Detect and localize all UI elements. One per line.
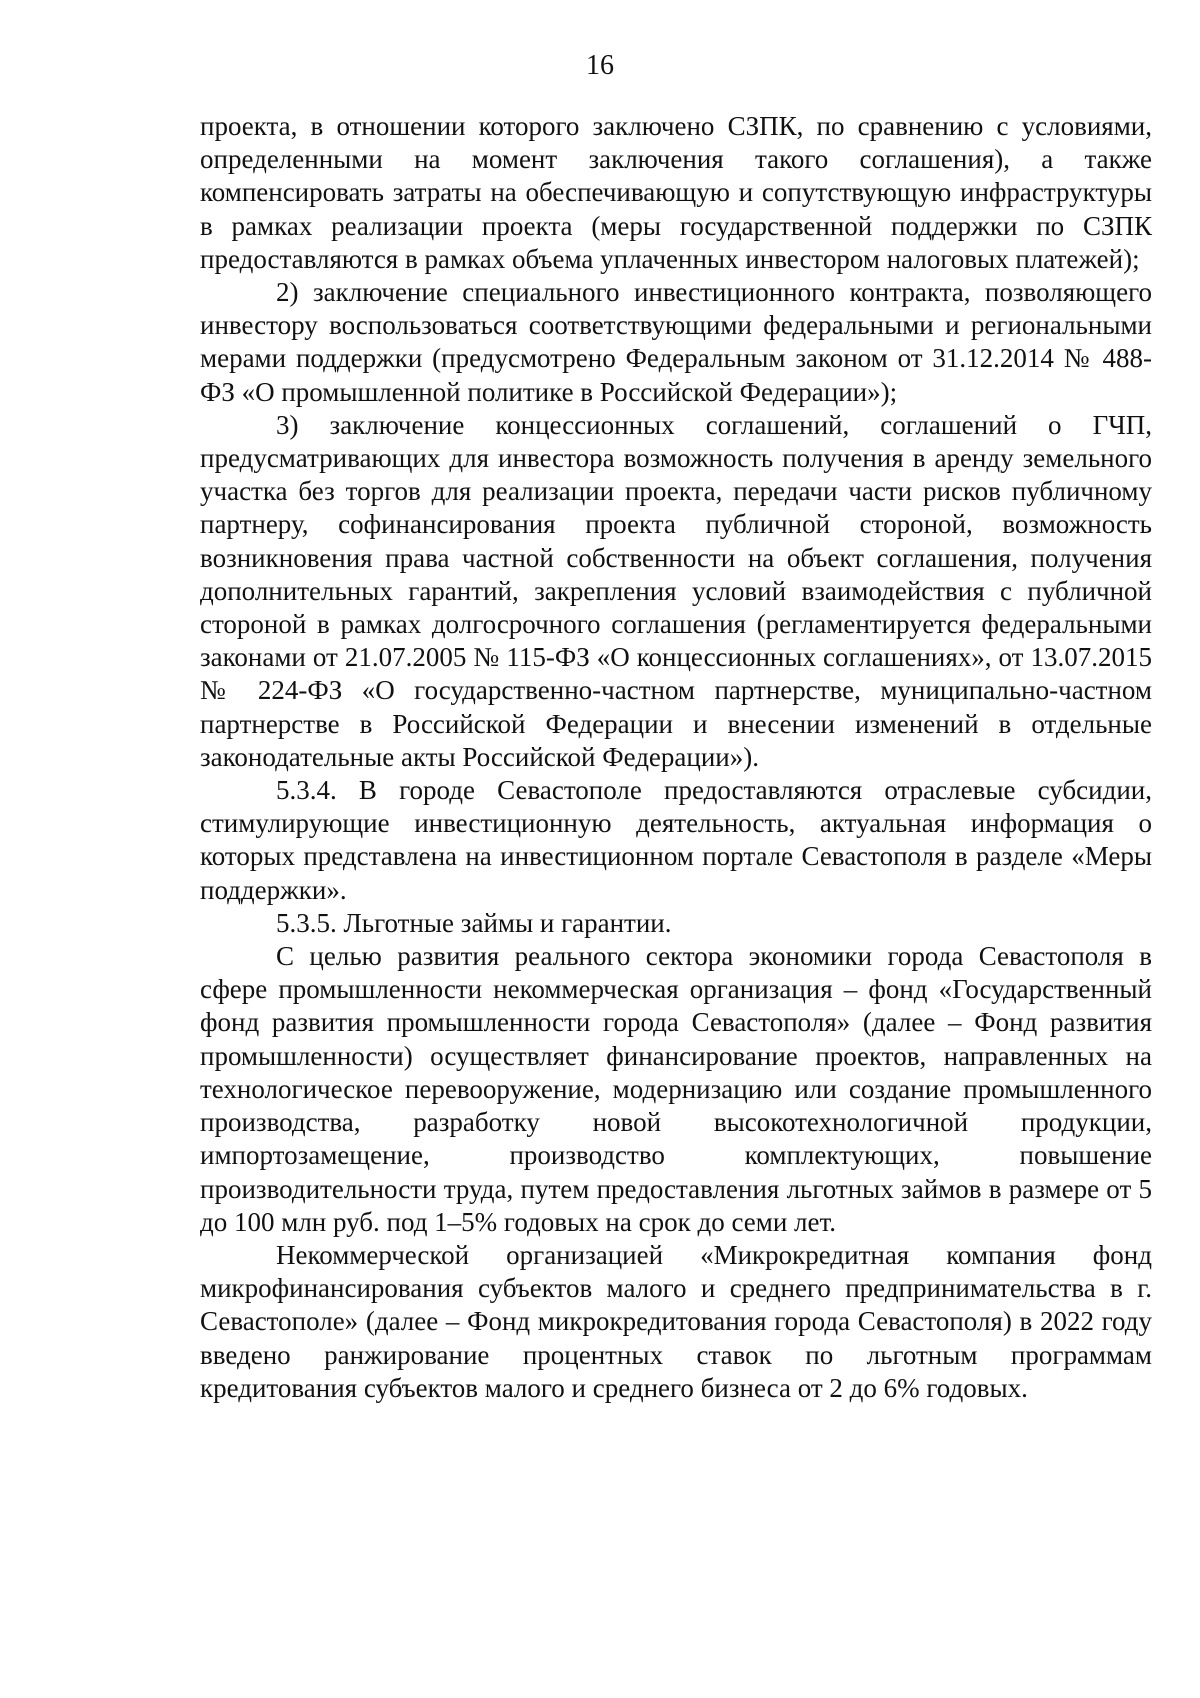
paragraph-continuation: проекта, в отношении которого заключено СЗПК, по сравнению с условиями, определенными на момент заключения такого соглашения), а также компенсировать затраты на обеспечивающую и сопутствующую инфраструктуры в рамках реализации проекта (меры государственной поддержки по СЗПК предоставляются в рамках объема уплаченных инвестором налоговых платежей); (200, 111, 1152, 274)
paragraph-item-3: 3) заключение концессионных соглашений, соглашений о ГЧП, предусматривающих для инвестора возможность получения в аренду земельного участка без торгов для реализации проекта, передачи части рисков публичному партнеру, софинансирования проекта публичной стороной, возможность возникновения права частной собственности на объект соглашения, получения дополнительных гарантий, закрепления условий взаимодействия с публичной стороной в рамках долгосрочного соглашения (регламентируется федеральными законами от 21.07.2005 № 115-ФЗ «О концессионных соглашениях», от 13.07.2015 № 224-ФЗ «О государственно-частном партнерстве, муниципально-частном партнерстве в Российской Федерации и внесении изменений в отдельные законодательные акты Российской Федерации»). (200, 409, 1152, 772)
paragraph-item-2: 2) заключение специального инвестиционного контракта, позволяющего инвестору воспользоваться соответствующими федеральными и региональными мерами поддержки (предусмотрено Федеральным законом от 31.12.2014 № 488-ФЗ «О промышленной политике в Российской Федерации»); (200, 277, 1152, 407)
paragraph-5-3-4: 5.3.4. В городе Севастополе предоставляются отраслевые субсидии, стимулирующие инвестиционную деятельность, актуальная информация о которых представлена на инвестиционном портале Севастополя в разделе «Меры поддержки». (200, 775, 1152, 905)
paragraph-industry-fund: С целью развития реального сектора экономики города Севастополя в сфере промышленности некоммерческая организация – фонд «Государственный фонд развития промышленности города Севастополя» (далее – Фонд развития промышленности) осуществляет финансирование проектов, направленных на технологическое перевооружение, модернизацию или создание промышленного производства, разработку новой высокотехнологичной продукции, импортозамещение, производство комплектующих, повышение производительности труда, путем предоставления льготных займов в размере от 5 до 100 млн руб. под 1–5% годовых на срок до семи лет. (200, 941, 1152, 1237)
paragraph-microcredit-fund: Некоммерческой организацией «Микрокредитная компания фонд микрофинансирования субъектов малого и среднего предпринимательства в г. Севастополе» (далее – Фонд микрокредитования города Севастополя) в 2022 году введено ранжирование процентных ставок по льготным программам кредитования субъектов малого и среднего бизнеса от 2 до 6% годовых. (200, 1239, 1152, 1403)
document-body (200, 110, 1152, 1405)
paragraph-5-3-5-heading: 5.3.5. Льготные займы и гарантии. (276, 907, 672, 938)
page-number: 16 (586, 50, 614, 81)
